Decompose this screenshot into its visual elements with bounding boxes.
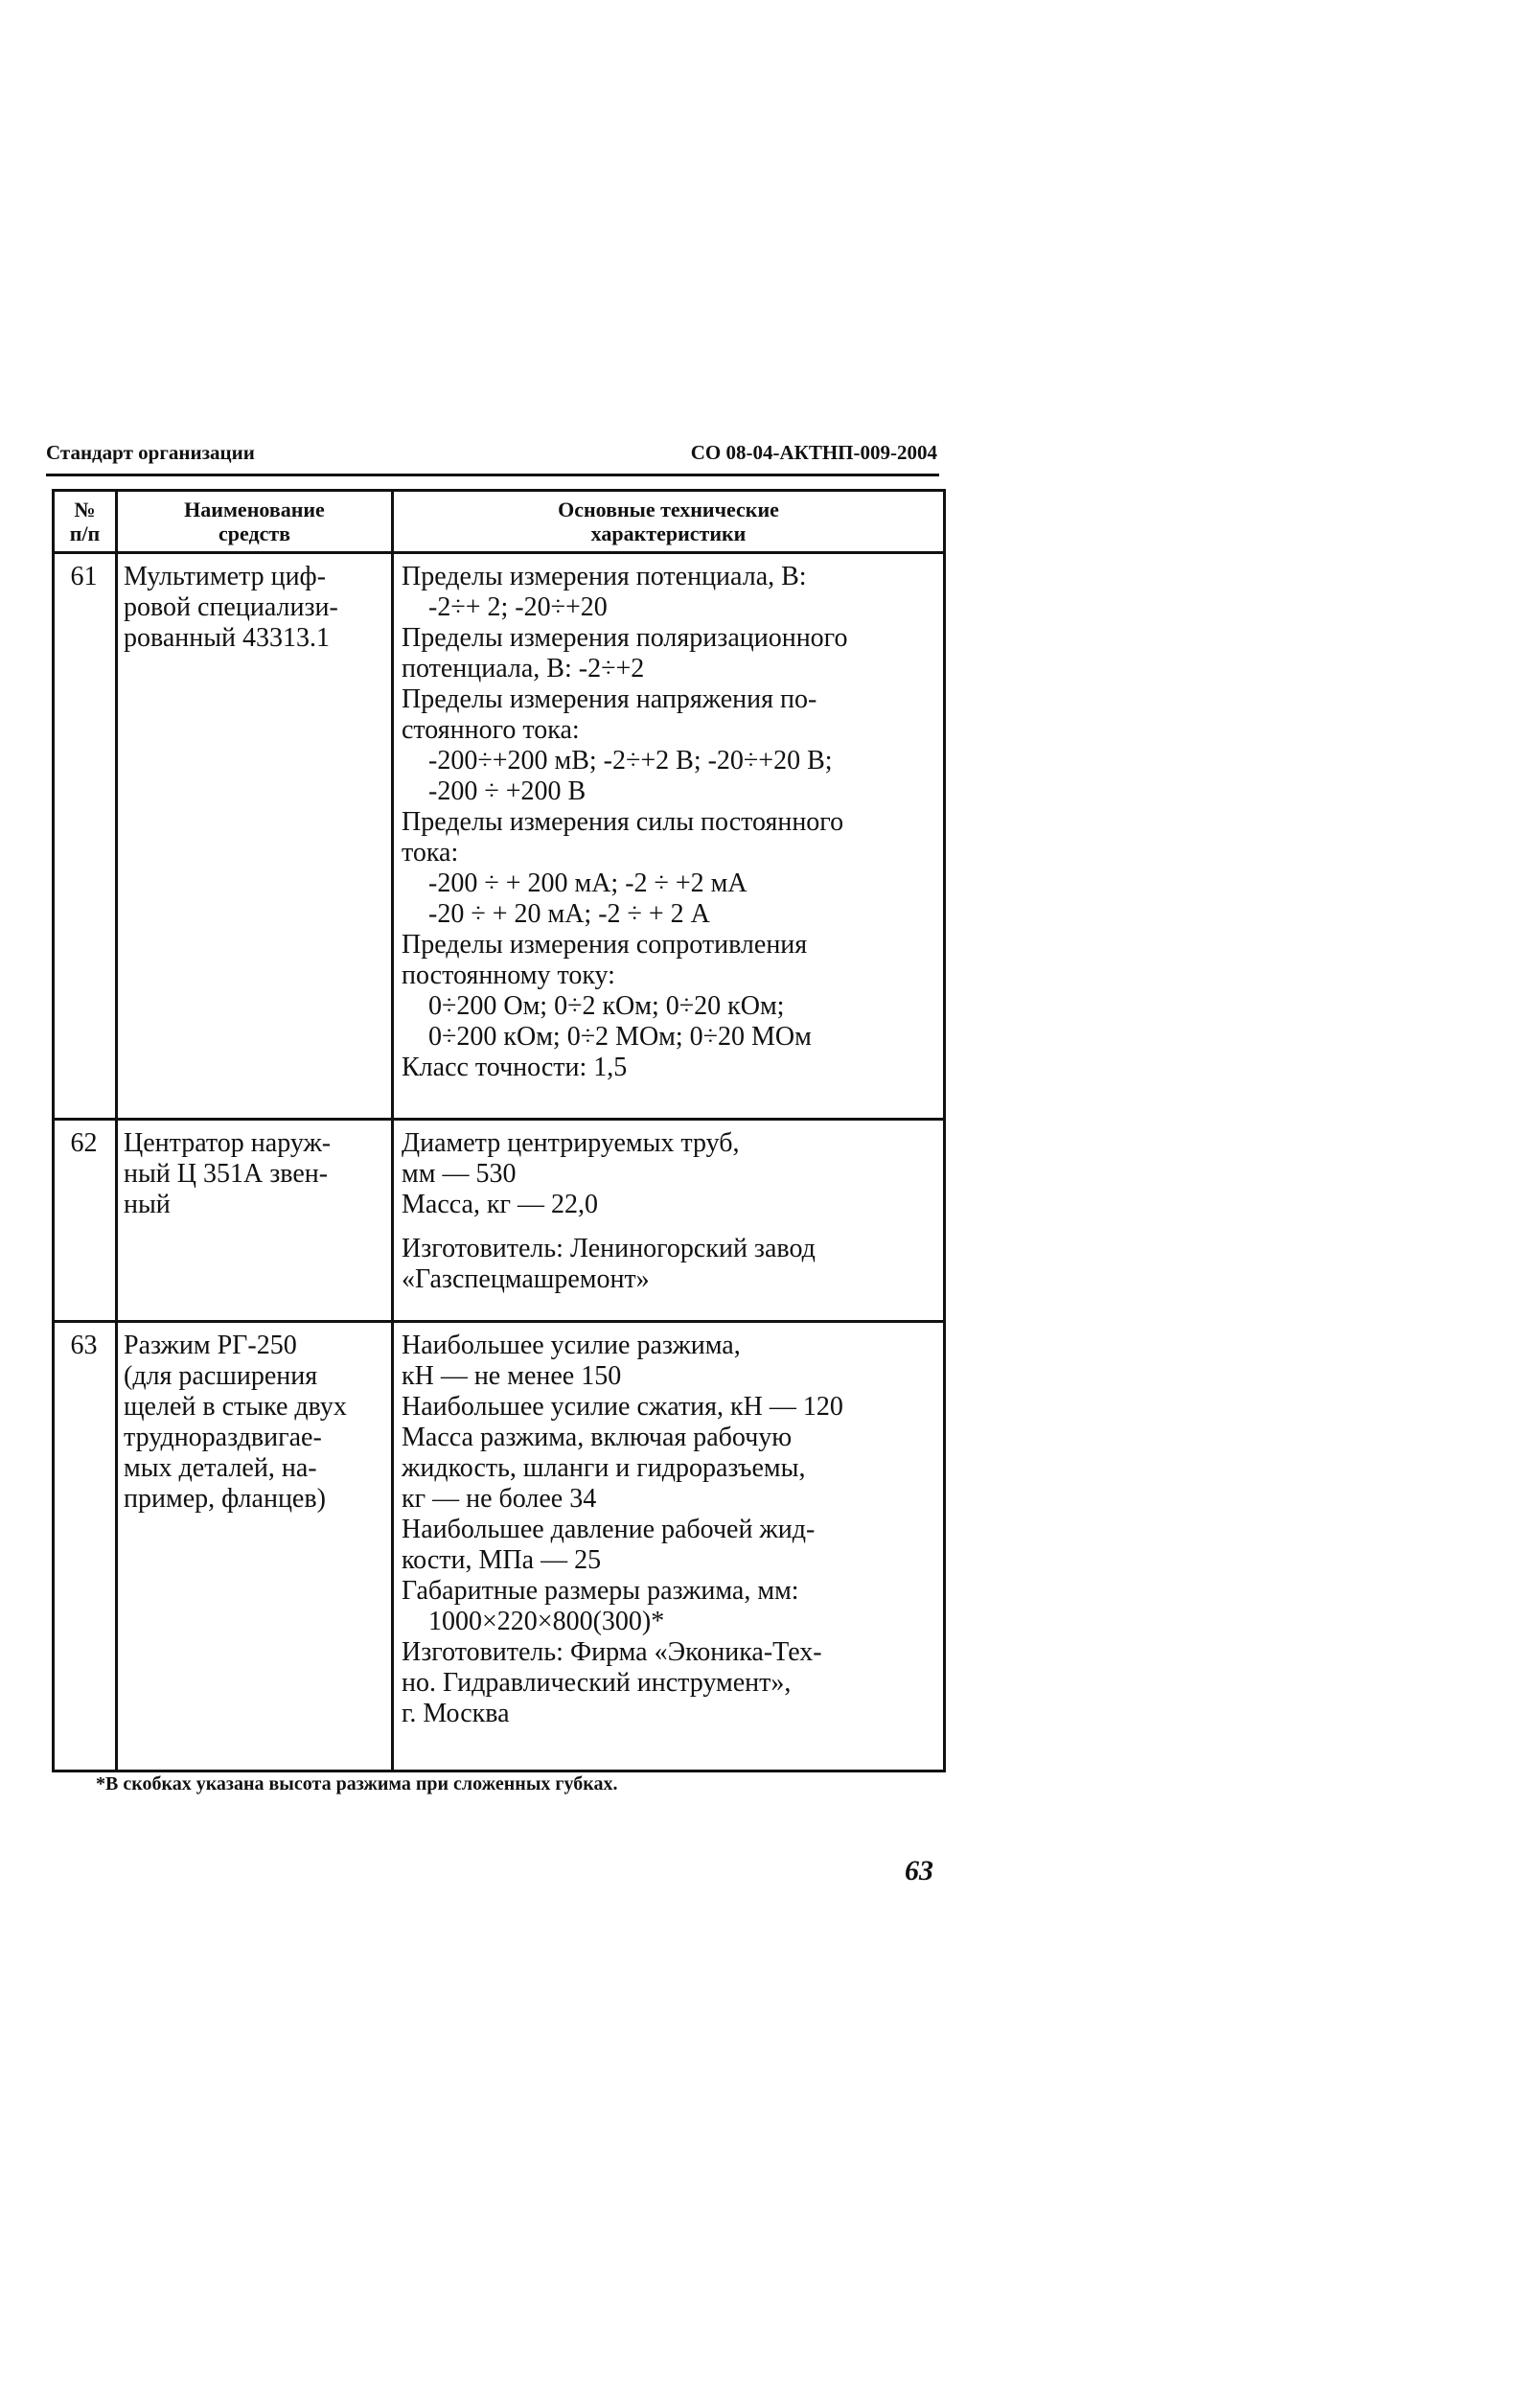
row-number: 63 [70,1331,98,1360]
col-header-number-line: № [74,498,96,521]
equipment-name-cell [117,1322,393,1771]
equipment-name-line: Мультиметр циф- [124,562,327,591]
row-number-cell [54,1322,117,1771]
equipment-name-line: щелей в стыке двух [124,1392,347,1422]
spec-gap [402,1220,939,1234]
spec-line: постоянному току: [402,961,615,990]
specs-cell [393,1120,945,1322]
header-rule [46,474,939,476]
spec-line: мм — 530 [402,1159,517,1189]
spec-line: но. Гидравлический инструмент», [402,1668,792,1698]
col-header-number-line: п/п [69,521,101,545]
spec-line: Наибольшее усилие разжима, [402,1331,741,1360]
col-header-specs-line: Основные технические [558,498,779,521]
equipment-name-cell [117,553,393,1120]
spec-line: 0÷200 Ом; 0÷2 кОм; 0÷20 кОм; [428,991,785,1021]
row-number: 61 [70,562,98,591]
spec-line: г. Москва [402,1699,510,1728]
equipment-name-line: ровой специализи- [124,592,338,622]
equipment-table [52,489,946,1772]
spec-line: 0÷200 кОм; 0÷2 МОм; 0÷20 МОм [428,1022,812,1052]
equipment-name-line: мых деталей, на- [124,1453,317,1483]
col-header-name [117,491,393,553]
spec-line: Пределы измерения потенциала, В: [402,562,807,591]
col-header-number [54,491,117,553]
spec-line: Класс точности: 1,5 [402,1053,628,1082]
equipment-name-line: пример, фланцев) [124,1484,326,1514]
spec-line: Диаметр центрируемых труб, [402,1128,740,1158]
spec-line: потенциала, В: -2÷+2 [402,654,645,683]
spec-line: Масса, кг — 22,0 [402,1190,599,1219]
equipment-name-line: рованный 43313.1 [124,623,331,653]
equipment-name-line: Разжим РГ-250 [124,1331,297,1360]
spec-line: Масса разжима, включая рабочую [402,1423,793,1452]
spec-line: -200 ÷ + 200 мА; -2 ÷ +2 мА [428,868,748,898]
spec-line: Габаритные размеры разжима, мм: [402,1576,799,1606]
spec-line: -200÷+200 мВ; -2÷+2 В; -20÷+20 В; [428,746,833,776]
table-row [54,1120,945,1322]
row-number-cell [54,553,117,1120]
spec-line: -20 ÷ + 20 мА; -2 ÷ + 2 А [428,899,710,929]
spec-line: Пределы измерения сопротивления [402,930,808,960]
header-doc-code: СО 08-04-АКТНП-009-2004 [690,441,937,464]
row-number-cell [54,1120,117,1322]
equipment-name-cell [117,1120,393,1322]
spec-line: Изготовитель: Фирма «Эконика-Тех- [402,1637,822,1667]
spec-line: Пределы измерения силы постоянного [402,807,844,837]
spec-line: кости, МПа — 25 [402,1545,602,1575]
specs-cell [393,553,945,1120]
spec-line: -200 ÷ +200 В [428,776,586,806]
spec-line: кН — не менее 150 [402,1361,622,1391]
header-org-label: Стандарт организации [46,441,255,464]
equipment-name-line: (для расширения [124,1361,318,1391]
spec-line: Пределы измерения поляризационного [402,623,848,653]
row-number: 62 [70,1128,98,1158]
col-header-name-line: Наименование [184,498,325,521]
col-header-specs [393,491,945,553]
spec-line: «Газспецмашремонт» [402,1264,650,1294]
spec-line: Пределы измерения напряжения по- [402,684,817,714]
table-row [54,1322,945,1771]
page-number: 63 [905,1855,933,1887]
running-header [46,441,937,470]
col-header-name-line: средств [218,521,291,545]
spec-line: 1000×220×800(300)* [428,1607,665,1636]
spec-line: Изготовитель: Лениногорский завод [402,1234,816,1263]
table-header-row [54,491,945,553]
col-header-specs-line: характеристики [590,521,747,545]
equipment-name-line: труднораздвигае- [124,1423,322,1452]
equipment-name-line: Центратор наруж- [124,1128,332,1158]
footnote: *В скобках указана высота разжима при сложенных губках. [96,1773,618,1794]
spec-line: тока: [402,838,459,868]
spec-line: -2÷+ 2; -20÷+20 [428,592,608,622]
table-row [54,553,945,1120]
spec-line: стоянного тока: [402,715,580,745]
spec-line: Наибольшее давление рабочей жид- [402,1515,816,1544]
equipment-name-line: ный [124,1190,171,1219]
spec-line: жидкость, шланги и гидроразъемы, [402,1453,806,1483]
spec-line: Наибольшее усилие сжатия, кН — 120 [402,1392,843,1422]
spec-line: кг — не более 34 [402,1484,597,1514]
equipment-name-line: ный Ц 351А звен- [124,1159,329,1189]
specs-cell [393,1322,945,1771]
